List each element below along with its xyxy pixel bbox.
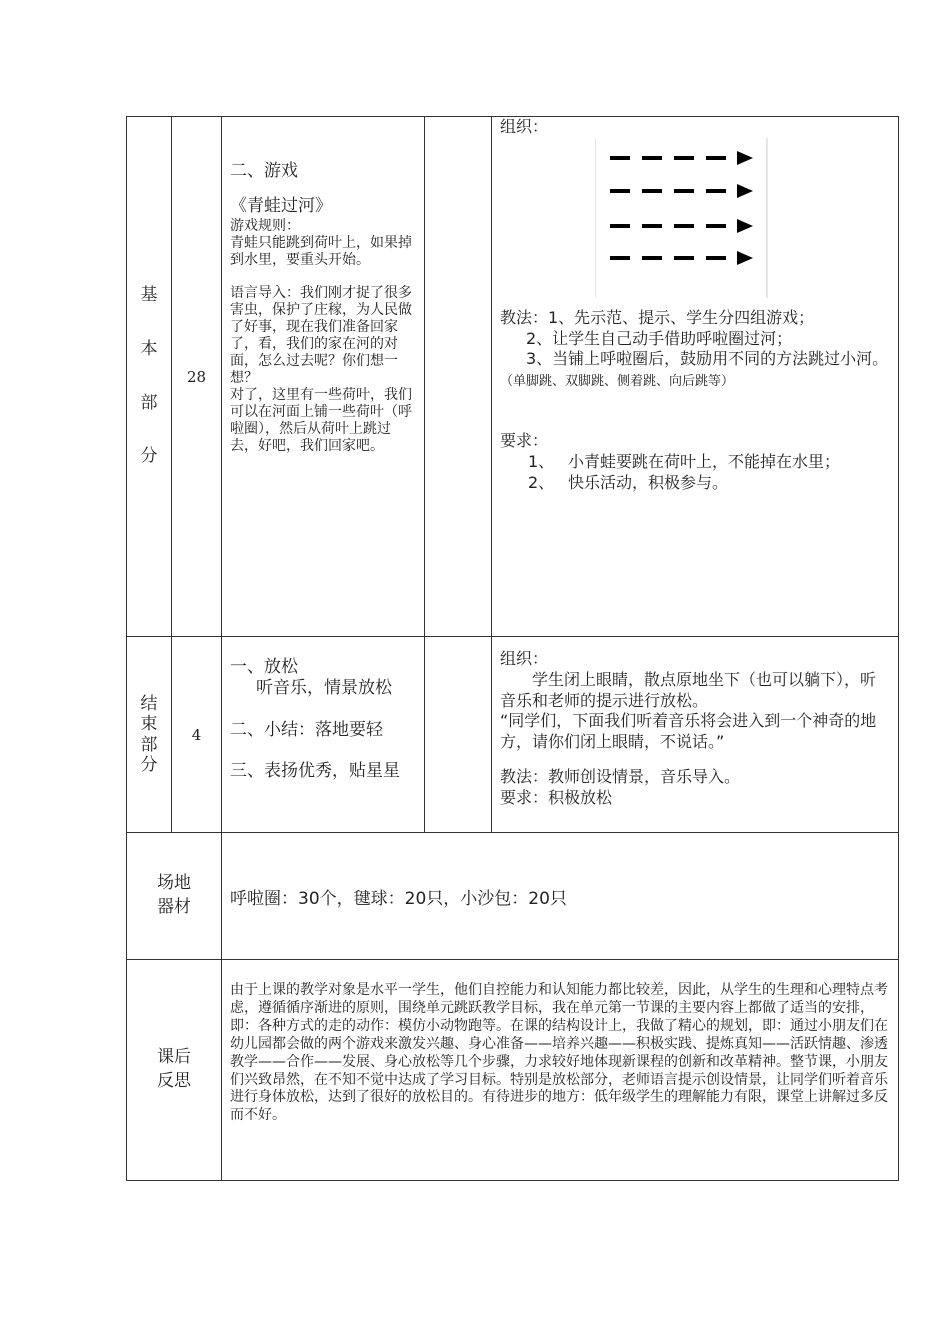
section-char: 束 [140, 714, 158, 735]
ending-time: 4 [172, 637, 222, 833]
section-char: 部 [140, 392, 158, 413]
rules-label: 游戏规则： [230, 217, 300, 234]
section-char: 分 [140, 754, 158, 775]
game-title: 《青蛙过河》 [230, 196, 332, 217]
ending-part-row [127, 637, 899, 833]
teach-method-2: 2、让学生自己动手借助呼啦圈过河； [526, 328, 793, 348]
teach-method: 教法：教师创设情景，音乐导入。 [500, 766, 741, 786]
ending-method [492, 637, 899, 833]
equipment-text: 呼啦圈：30个，毽球：20只，小沙包：20只 [222, 833, 899, 960]
requirement-label: 要求： [500, 431, 549, 451]
lesson-plan-table [126, 116, 899, 1181]
basic-empty-cell [425, 117, 492, 637]
section-char: 结 [140, 693, 158, 714]
relax-heading: 一、放松 [230, 657, 298, 677]
intro-text-2: 对了，这里有一些荷叶，我们可以在河面上铺一些荷叶（呼啦圈），然后从荷叶上跳过去，好吧，我们回家吧。 [230, 387, 412, 455]
equipment-row [127, 833, 899, 960]
basic-method [492, 117, 899, 637]
requirement-item [500, 452, 890, 473]
teach-method-3-note: （单脚跳、双脚跳、侧着跳、向后跳等） [500, 374, 735, 390]
basic-part-row [127, 117, 899, 637]
basic-content [222, 117, 425, 637]
arrow-right-icon [610, 219, 753, 233]
summary-item: 二、小结：落地要轻 [230, 719, 383, 740]
section-char: 分 [140, 446, 158, 467]
game-heading: 二、游戏 [230, 161, 298, 181]
arrow-right-icon [610, 151, 753, 165]
reflection-label-line: 课后 [157, 1047, 191, 1068]
basic-section-label [127, 117, 172, 637]
reflection-label-line: 反思 [157, 1071, 191, 1091]
arrow-right-icon [610, 184, 753, 198]
requirement: 要求：积极放松 [500, 787, 613, 807]
ending-content [222, 637, 425, 833]
formation-diagram [595, 138, 795, 308]
org-label: 组织： [500, 649, 549, 668]
equipment-label-line: 场地 [157, 873, 191, 894]
requirement-text: 快乐活动，积极参与。 [568, 472, 729, 492]
basic-time: 28 [172, 117, 222, 637]
rules-text: 青蛙只能跳到荷叶上，如果掉到水里，要重头开始。 [230, 234, 412, 268]
reflection-label [127, 960, 222, 1181]
org-text: 学生闭上眼睛，散点原地坐下（也可以躺下），听音乐和老师的提示进行放松。 [500, 669, 877, 710]
intro-text: 语言导入：我们刚才捉了很多害虫，保护了庄稼，为人民做了好事，现在我们准备回家了，看，我们的家在河的对面，怎么过去呢？你们想一想？ [230, 284, 412, 387]
relax-sub: 听音乐，情景放松 [256, 678, 392, 699]
ending-section-label [127, 637, 172, 833]
org-label: 组织： [500, 117, 549, 136]
section-char: 本 [140, 338, 158, 359]
teach-method-3 [500, 349, 890, 391]
requirement-item [500, 473, 890, 494]
reflection-row [127, 960, 899, 1181]
teach-method-1: 教法：1、先示范、提示、学生分四组游戏； [500, 307, 815, 327]
reflection-text: 由于上课的教学对象是水平一学生，他们自控能力和认知能力都比较差，因此，从学生的生理和心理特点考虑，遵循循序渐进的原则，围绕单元跳跃教学目标，我在单元第一节课的主要内容上都做了适当的安排，即：各种方式的走的动作：模仿小动物跑等。在课的结构设计上，我做了精心的规划，即：通过小朋友们在幼儿园都会做的两个游戏来激发兴趣、身心准备——培养兴趣——积极实践、提炼真知——活跃情趣、渗透教学——合作——发展、身心放松等几个步骤，力求较好地体现新课程的创新和改革精神。整节课，小朋友们兴致昂然，在不知不觉中达成了学习目标。特别是放松部分，老师语言提示创设情景，让同学们听着音乐进行身体放松，达到了很好的放松目的。有待进步的地方：低年级学生的理解能力有限，课堂上讲解过多反而不好。 [222, 960, 899, 1181]
requirement-number: 2、 [528, 472, 555, 492]
arrow-right-icon [610, 251, 753, 265]
requirement-text: 小青蛙要跳在荷叶上，不能掉在水里； [568, 451, 841, 471]
section-char: 基 [140, 284, 158, 305]
equipment-label-line: 器材 [157, 897, 191, 917]
quote-text: “同学们，下面我们听着音乐将会进入到一个神奇的地方，请你们闭上眼睛，不说话。” [500, 711, 877, 752]
teach-method-3-text: 3、当铺上呼啦圈后，鼓励用不同的方法跳过小河。 [526, 349, 889, 369]
requirement-number: 1、 [528, 451, 555, 471]
equipment-label [127, 833, 222, 960]
praise-item: 三、表扬优秀，贴星星 [230, 760, 400, 781]
ending-empty-cell [425, 637, 492, 833]
section-char: 部 [140, 734, 158, 755]
